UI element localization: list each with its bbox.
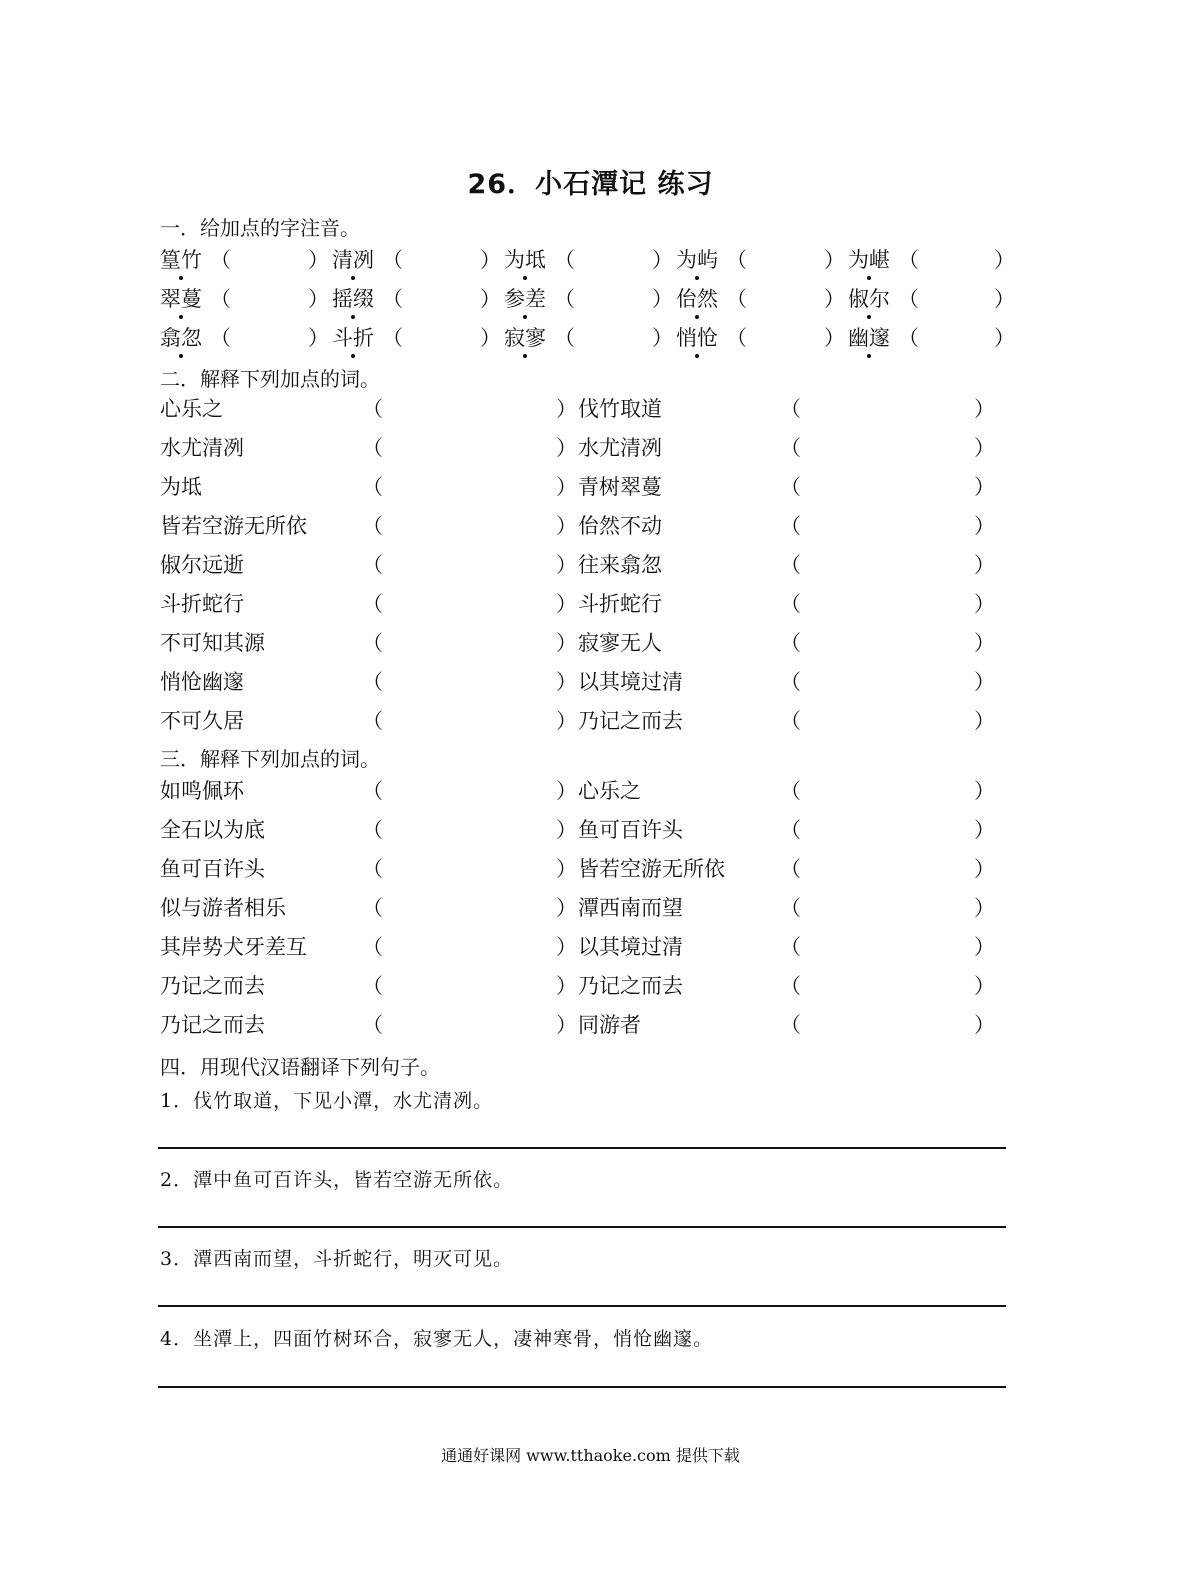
answer-blank-open: （ xyxy=(362,896,383,920)
phrase: 伐竹取道 xyxy=(578,397,662,421)
answer-blank-open: （ xyxy=(362,779,383,803)
answer-blank-open: （ xyxy=(780,818,801,842)
answer-blank-open: （ xyxy=(780,779,801,803)
answer-blank-open: （ xyxy=(362,935,383,959)
answer-blank-open: （ xyxy=(780,896,801,920)
answer-blank-open: （ xyxy=(780,553,801,577)
pinyin-item: 摇缀 xyxy=(332,283,374,313)
translation-question: 1．伐竹取道，下见小潭，水尤清冽。 xyxy=(160,1090,494,1112)
explain-row xyxy=(160,892,1010,922)
answer-blank-open: （ xyxy=(362,818,383,842)
answer-line[interactable] xyxy=(158,1226,1006,1228)
answer-blank-open: （ xyxy=(780,935,801,959)
answer-blank-close: ） xyxy=(556,935,577,959)
answer-blank-close: ） xyxy=(974,475,995,499)
phrase: 似与游者相乐 xyxy=(160,896,286,920)
answer-blank-close: ） xyxy=(556,818,577,842)
answer-blank-open: （ xyxy=(362,1013,383,1037)
explain-row xyxy=(160,510,1010,540)
answer-line[interactable] xyxy=(158,1386,1006,1388)
phrase: 斗折蛇行 xyxy=(578,592,662,616)
pinyin-item: 俶尔 xyxy=(848,283,890,313)
answer-line[interactable] xyxy=(158,1305,1006,1307)
answer-blank-close: ） xyxy=(974,709,995,733)
pinyin-item: 篁竹 xyxy=(160,244,202,274)
phrase: 皆若空游无所依 xyxy=(160,514,307,538)
pinyin-item: 寂寥 xyxy=(504,322,546,352)
answer-blank-close: ） xyxy=(556,631,577,655)
answer-blank-close: ） xyxy=(556,857,577,881)
answer-blank-close: ） xyxy=(974,974,995,998)
answer-blank-open: （ xyxy=(362,974,383,998)
explain-row xyxy=(160,432,1010,462)
pinyin-row: 篁竹 （ ） 清冽 （ ） 为坻 （ ） 为屿 （ ） 为嵁 （ ） xyxy=(160,244,1010,274)
explain-row xyxy=(160,549,1010,579)
footer-credit: 通通好课网 www.tthaoke.com 提供下载 xyxy=(441,1446,740,1465)
phrase: 斗折蛇行 xyxy=(160,592,244,616)
phrase: 同游者 xyxy=(578,1013,641,1037)
translation-question: 4．坐潭上，四面竹树环合，寂寥无人，凄神寒骨，悄怆幽邃。 xyxy=(160,1328,714,1350)
page-title: 26．小石潭记 练习 xyxy=(467,169,714,200)
pinyin-row: 翕忽 （ ） 斗折 （ ） 寂寥 （ ） 悄怆 （ ） 幽邃 （ ） xyxy=(160,322,1010,352)
pinyin-item: 为嵁 xyxy=(848,244,890,274)
answer-blank-close: ） xyxy=(974,631,995,655)
answer-blank-close: ） xyxy=(556,779,577,803)
section-1-heading: 一．给加点的字注音。 xyxy=(160,216,360,240)
answer-blank-close: ） xyxy=(974,818,995,842)
explain-row xyxy=(160,970,1010,1000)
phrase: 以其境过清 xyxy=(578,935,683,959)
answer-blank-open: （ xyxy=(780,857,801,881)
answer-blank-close: ） xyxy=(974,779,995,803)
answer-blank-open: （ xyxy=(362,670,383,694)
answer-blank-open: （ xyxy=(780,436,801,460)
explain-row xyxy=(160,627,1010,657)
answer-blank-open: （ xyxy=(362,592,383,616)
pinyin-item: 翠蔓 xyxy=(160,283,202,313)
phrase: 俶尔远逝 xyxy=(160,553,244,577)
phrase: 青树翠蔓 xyxy=(578,475,662,499)
phrase: 为坻 xyxy=(160,475,202,499)
pinyin-item: 悄怆 xyxy=(676,322,718,352)
phrase: 如鸣佩环 xyxy=(160,779,244,803)
section-4-heading: 四．用现代汉语翻译下列句子。 xyxy=(160,1055,440,1079)
answer-blank-open: （ xyxy=(780,1013,801,1037)
answer-blank-open: （ xyxy=(362,436,383,460)
answer-blank-close: ） xyxy=(556,475,577,499)
answer-blank-open: （ xyxy=(780,592,801,616)
phrase: 皆若空游无所依 xyxy=(578,857,725,881)
answer-line[interactable] xyxy=(158,1147,1006,1149)
answer-blank-close: ） xyxy=(556,397,577,421)
explain-row xyxy=(160,1009,1010,1039)
explain-row xyxy=(160,931,1010,961)
answer-blank-close: ） xyxy=(974,1013,995,1037)
answer-blank-close: ） xyxy=(556,670,577,694)
phrase: 心乐之 xyxy=(160,397,223,421)
section-2-heading: 二．解释下列加点的词。 xyxy=(160,367,380,391)
answer-blank-close: ） xyxy=(556,514,577,538)
answer-blank-open: （ xyxy=(362,709,383,733)
answer-blank-close: ） xyxy=(556,553,577,577)
phrase: 佁然不动 xyxy=(578,514,662,538)
phrase: 以其境过清 xyxy=(578,670,683,694)
answer-blank-open: （ xyxy=(780,709,801,733)
answer-blank-close: ） xyxy=(974,857,995,881)
answer-blank-close: ） xyxy=(556,974,577,998)
phrase: 鱼可百许头 xyxy=(578,818,683,842)
answer-blank-open: （ xyxy=(780,397,801,421)
explain-row xyxy=(160,471,1010,501)
pinyin-item: 为坻 xyxy=(504,244,546,274)
phrase: 不可久居 xyxy=(160,709,244,733)
answer-blank-open: （ xyxy=(362,553,383,577)
answer-blank-open: （ xyxy=(362,857,383,881)
answer-blank-close: ） xyxy=(974,514,995,538)
phrase: 乃记之而去 xyxy=(160,974,265,998)
pinyin-item: 幽邃 xyxy=(848,322,890,352)
answer-blank-close: ） xyxy=(974,935,995,959)
section-3-heading: 三．解释下列加点的词。 xyxy=(160,747,380,771)
phrase: 鱼可百许头 xyxy=(160,857,265,881)
explain-row xyxy=(160,588,1010,618)
answer-blank-open: （ xyxy=(780,974,801,998)
answer-blank-open: （ xyxy=(362,397,383,421)
phrase: 乃记之而去 xyxy=(160,1013,265,1037)
phrase: 全石以为底 xyxy=(160,818,265,842)
phrase: 其岸势犬牙差互 xyxy=(160,935,307,959)
answer-blank-close: ） xyxy=(556,436,577,460)
phrase: 心乐之 xyxy=(578,779,641,803)
phrase: 潭西南而望 xyxy=(578,896,683,920)
answer-blank-close: ） xyxy=(556,709,577,733)
phrase: 寂寥无人 xyxy=(578,631,662,655)
pinyin-row: 翠蔓 （ ） 摇缀 （ ） 参差 （ ） 佁然 （ ） 俶尔 （ ） xyxy=(160,283,1010,313)
pinyin-item: 参差 xyxy=(504,283,546,313)
explain-row xyxy=(160,853,1010,883)
answer-blank-close: ） xyxy=(974,592,995,616)
explain-row xyxy=(160,393,1010,423)
answer-blank-open: （ xyxy=(780,514,801,538)
explain-row xyxy=(160,814,1010,844)
phrase: 乃记之而去 xyxy=(578,974,683,998)
explain-row xyxy=(160,666,1010,696)
phrase: 不可知其源 xyxy=(160,631,265,655)
pinyin-item: 为屿 xyxy=(676,244,718,274)
phrase: 乃记之而去 xyxy=(578,709,683,733)
phrase: 水尤清冽 xyxy=(578,436,662,460)
answer-blank-open: （ xyxy=(780,631,801,655)
pinyin-item: 斗折 xyxy=(332,322,374,352)
phrase: 往来翕忽 xyxy=(578,553,662,577)
answer-blank-close: ） xyxy=(974,896,995,920)
answer-blank-close: ） xyxy=(974,436,995,460)
pinyin-item: 佁然 xyxy=(676,283,718,313)
answer-blank-open: （ xyxy=(780,670,801,694)
pinyin-item: 翕忽 xyxy=(160,322,202,352)
translation-question: 3．潭西南而望，斗折蛇行，明灭可见。 xyxy=(160,1248,514,1270)
answer-blank-open: （ xyxy=(362,631,383,655)
answer-blank-close: ） xyxy=(974,670,995,694)
translation-question: 2．潭中鱼可百许头，皆若空游无所依。 xyxy=(160,1169,514,1191)
answer-blank-close: ） xyxy=(556,1013,577,1037)
answer-blank-close: ） xyxy=(974,553,995,577)
answer-blank-open: （ xyxy=(362,514,383,538)
phrase: 悄怆幽邃 xyxy=(160,670,244,694)
answer-blank-close: ） xyxy=(556,592,577,616)
pinyin-item: 清冽 xyxy=(332,244,374,274)
answer-blank-close: ） xyxy=(556,896,577,920)
answer-blank-open: （ xyxy=(362,475,383,499)
explain-row xyxy=(160,775,1010,805)
explain-row xyxy=(160,705,1010,735)
phrase: 水尤清冽 xyxy=(160,436,244,460)
answer-blank-close: ） xyxy=(974,397,995,421)
answer-blank-open: （ xyxy=(780,475,801,499)
